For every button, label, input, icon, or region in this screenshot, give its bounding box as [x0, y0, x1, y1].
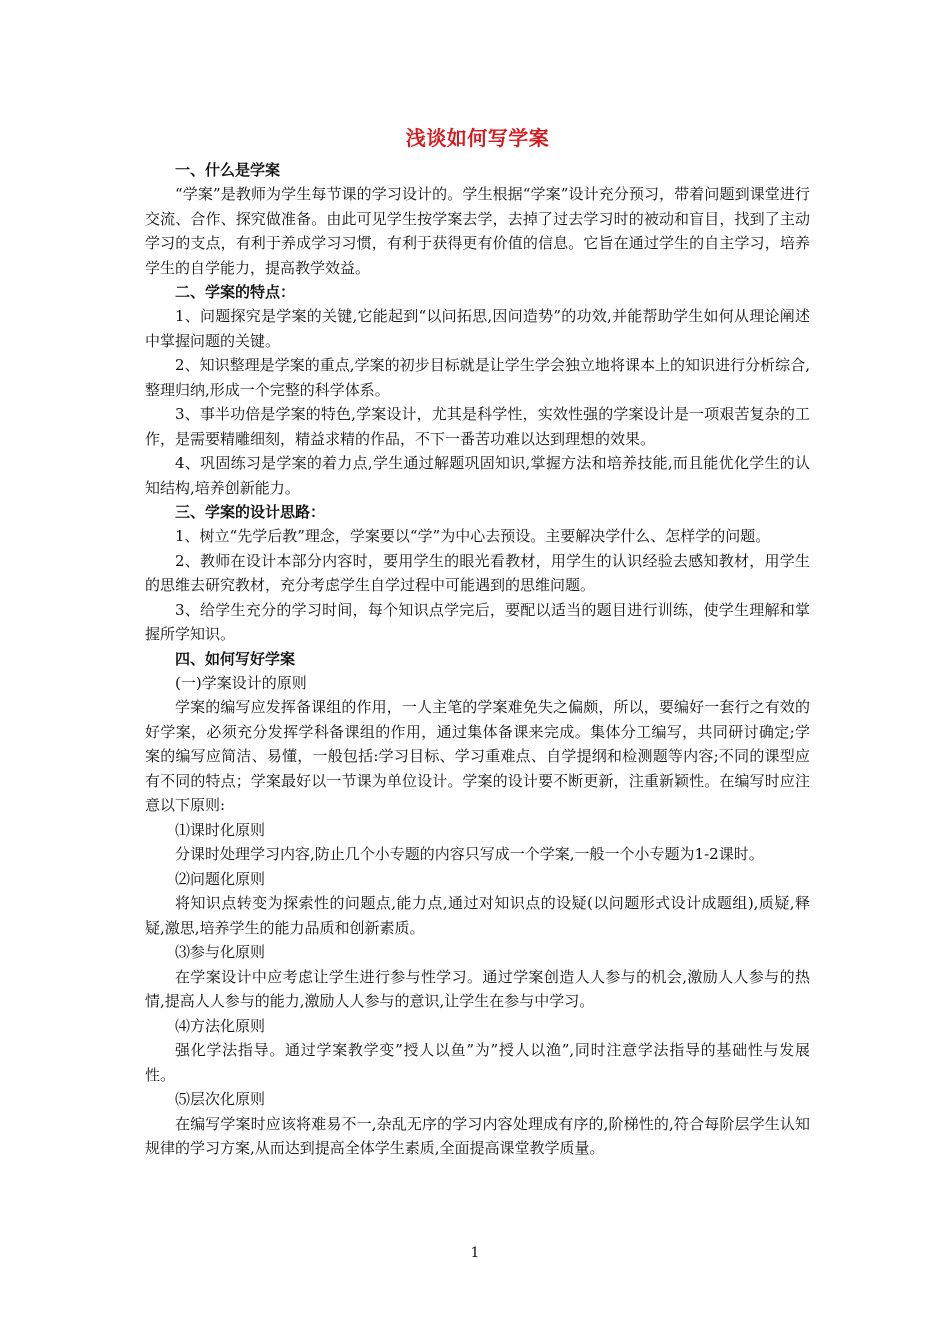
paragraph: 4、巩固练习是学案的着力点,学生通过解题巩固知识,掌握方法和培养技能,而且能优化学生的认知结构,培养创新能力。 [145, 454, 810, 497]
paragraph: 2、教师在设计本部分内容时，要用学生的眼光看教材，用学生的认识经验去感知教材，用学生的思维去研究教材，充分考虑学生自学过程中可能遇到的思维问题。 [145, 551, 810, 594]
paragraph: 1、问题探究是学案的关键,它能起到“以问拓思,因问造势”的功效,并能帮助学生如何从理论阐述中掌握问题的关键。 [145, 307, 810, 350]
subheading: ⑸层次化原则 [175, 1090, 266, 1108]
page-number: 1 [470, 1245, 480, 1261]
paragraph: 在编写学案时应该将难易不一,杂乱无序的学习内容处理成有序的,阶梯性的,符合每阶层学生认知规律的学习方案,从而达到提高全体学生素质,全面提高课堂教学质量。 [145, 1114, 810, 1157]
paragraph: 1、树立“先学后教”理念，学案要以“学”为中心去预设。主要解决学什么、怎样学的问题。 [175, 527, 771, 545]
paragraph: 学案的编写应发挥备课组的作用，一人主笔的学案难免失之偏颇，所以，要编好一套行之有效的好学案，必须充分发挥学科备课组的作用，通过集体备课来完成。集体分工编写，共同研讨确定;学案的编写应简洁、易懂，一般包括:学习目标、学习重难点、自学提纲和检测题等内容;不同的课型应有不同的特点；学案最好以一节课为单位设计。学案的设计要不断更新，注重新颖性。在编写时应注意以下原则: [145, 698, 810, 814]
paragraph: 强化学法指导。通过学案教学变”授人以鱼”为”授人以渔”,同时注意学法指导的基础性与发展性。 [145, 1041, 810, 1084]
subheading: ⑴课时化原则 [175, 820, 266, 839]
section-4 [145, 647, 810, 1161]
subheading: ⑶参与化原则 [175, 943, 266, 961]
section-heading: 四、如何写好学案 [175, 649, 296, 668]
paragraph: 2、知识整理是学案的重点,学案的初步目标就是让学生学会独立地将课本上的知识进行分析综合,整理归纳,形成一个完整的科学体系。 [145, 356, 810, 399]
section-2 [145, 280, 810, 500]
document-body [145, 118, 810, 1161]
subheading: ⑵问题化原则 [175, 869, 266, 888]
paragraph: 将知识点转变为探索性的问题点,能力点,通过对知识点的设疑(以问题形式设计成题组),质疑,释疑,激思,培养学生的能力品质和创新素质。 [145, 894, 810, 937]
subheading: ⑷方法化原则 [175, 1016, 266, 1035]
section-heading: 一、什么是学案 [175, 161, 281, 179]
paragraph: 分课时处理学习内容,防止几个小专题的内容只写成一个学案,一般一个小专题为1-2课时。 [175, 845, 764, 863]
section-heading: 二、学案的特点： [175, 283, 296, 301]
document-sections [145, 158, 810, 1161]
paragraph: 3、事半功倍是学案的特色,学案设计，尤其是科学性，实效性强的学案设计是一项艰苦复杂的工作，是需要精雕细刻，精益求精的作品，不下一番苦功难以达到理想的效果。 [145, 405, 810, 448]
section-3 [145, 500, 810, 647]
section-heading: 三、学案的设计思路： [175, 503, 326, 521]
subheading: (一)学案设计的原则 [175, 673, 307, 692]
section-1 [145, 158, 810, 280]
paragraph: 在学案设计中应考虑让学生进行参与性学习。通过学案创造人人参与的机会,激励人人参与的热情,提高人人参与的能力,激励人人参与的意识,让学生在参与中学习。 [145, 967, 810, 1010]
paragraph: 3、给学生充分的学习时间，每个知识点学完后，要配以适当的题目进行训练，使学生理解和掌握所学知识。 [145, 600, 810, 643]
paragraph: “学案”是教师为学生每节课的学习设计的。学生根据“学案”设计充分预习，带着问题到课堂进行交流、合作、探究做准备。由此可见学生按学案去学，去掉了过去学习时的被动和盲目，找到了主动学习的支点，有利于养成学习习惯，有利于获得更有价值的信息。它旨在通过学生的自主学习，培养学生的自学能力，提高教学效益。 [145, 185, 810, 277]
document-title: 浅谈如何写学案 [405, 126, 550, 150]
